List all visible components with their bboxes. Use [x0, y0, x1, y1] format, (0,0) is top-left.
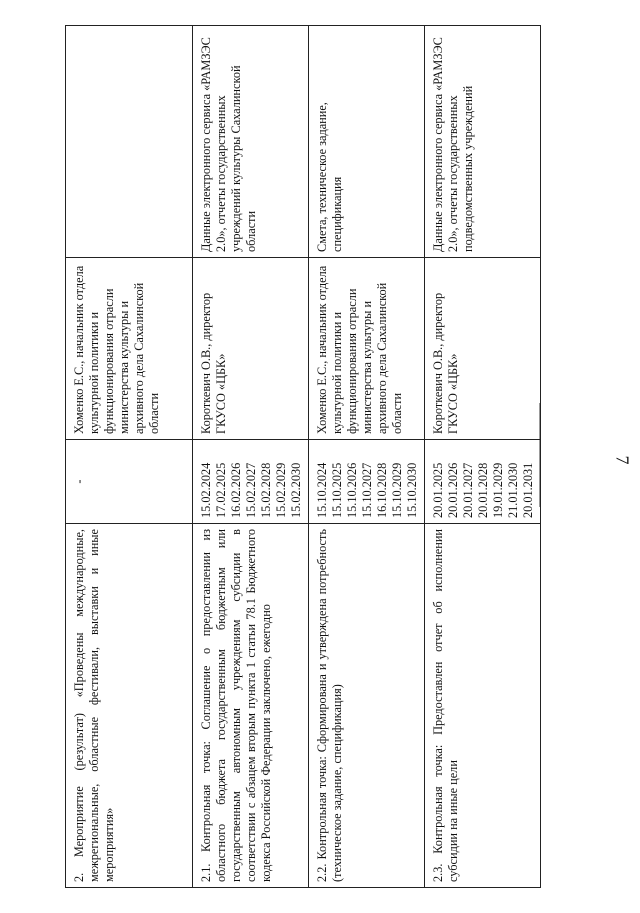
- table-row: [425, 26, 541, 888]
- source-cell: [66, 26, 193, 258]
- responsible-cell: Короткевич О.В., директор ГКУСО «ЦБК»: [193, 258, 309, 440]
- source-cell: Данные электронного сервиса «РАМЗЭС 2.0», отчеты государственных учреждений культуры Сахалинской области: [193, 26, 309, 258]
- page-number: 7: [612, 455, 633, 465]
- table-row: [193, 26, 309, 888]
- responsible-cell: Хоменко Е.С., начальник отдела культурной политики и функционирования отрасли министерства культуры и архивного дела Сахалинской области: [66, 258, 193, 440]
- dates-cell: -: [66, 440, 193, 524]
- source-cell: Смета, техническое задание, спецификация: [309, 26, 425, 258]
- event-cell: 2.2. Контрольная точка: Сформирована и утверждена потребность (техническое задание, спецификация): [309, 524, 425, 888]
- responsible-cell: Хоменко Е.С., начальник отдела культурной политики и функционирования отрасли министерства культуры и архивного дела Сахалинской области: [309, 258, 425, 440]
- event-cell: 2.3. Контрольная точка: Предоставлен отчет об исполнении субсидии на иные цели: [425, 524, 541, 888]
- dates-cell: 20.01.2025 20.01.2026 20.01.2027 20.01.2028 19.01.2029 21.01.2030 20.01.2031: [425, 440, 541, 524]
- dates-cell: 15.02.2024 17.02.2025 16.02.2026 15.02.2027 15.02.2028 15.02.2029 15.02.2030: [193, 440, 309, 524]
- dates-cell: 15.10.2024 15.10.2025 15.10.2026 15.10.2027 16.10.2028 15.10.2029 15.10.2030: [309, 440, 425, 524]
- rotated-table-container: [65, 26, 535, 888]
- table-row: [66, 26, 193, 888]
- event-cell: 2.1. Контрольная точка: Соглашение о предоставлении из областного бюджета государственным бюджетным или государственным автономным учреждениям субсидии в соответствии с абзацем вторым пункта 1 статьи 78.1 Бюджетного кодекса Российской Федерации заключено, ежегодно: [193, 524, 309, 888]
- event-cell: 2. Мероприятие (результат) «Проведены международные, межрегиональные, областные фестивали, выставки и иные мероприятия»: [66, 524, 193, 888]
- source-cell: Данные электронного сервиса «РАМЗЭС 2.0», отчеты государственных подведомственных учреждений: [425, 26, 541, 258]
- responsible-cell: Короткевич О.В., директор ГКУСО «ЦБК»: [425, 258, 541, 440]
- table-row: [309, 26, 425, 888]
- plan-table: [65, 25, 541, 888]
